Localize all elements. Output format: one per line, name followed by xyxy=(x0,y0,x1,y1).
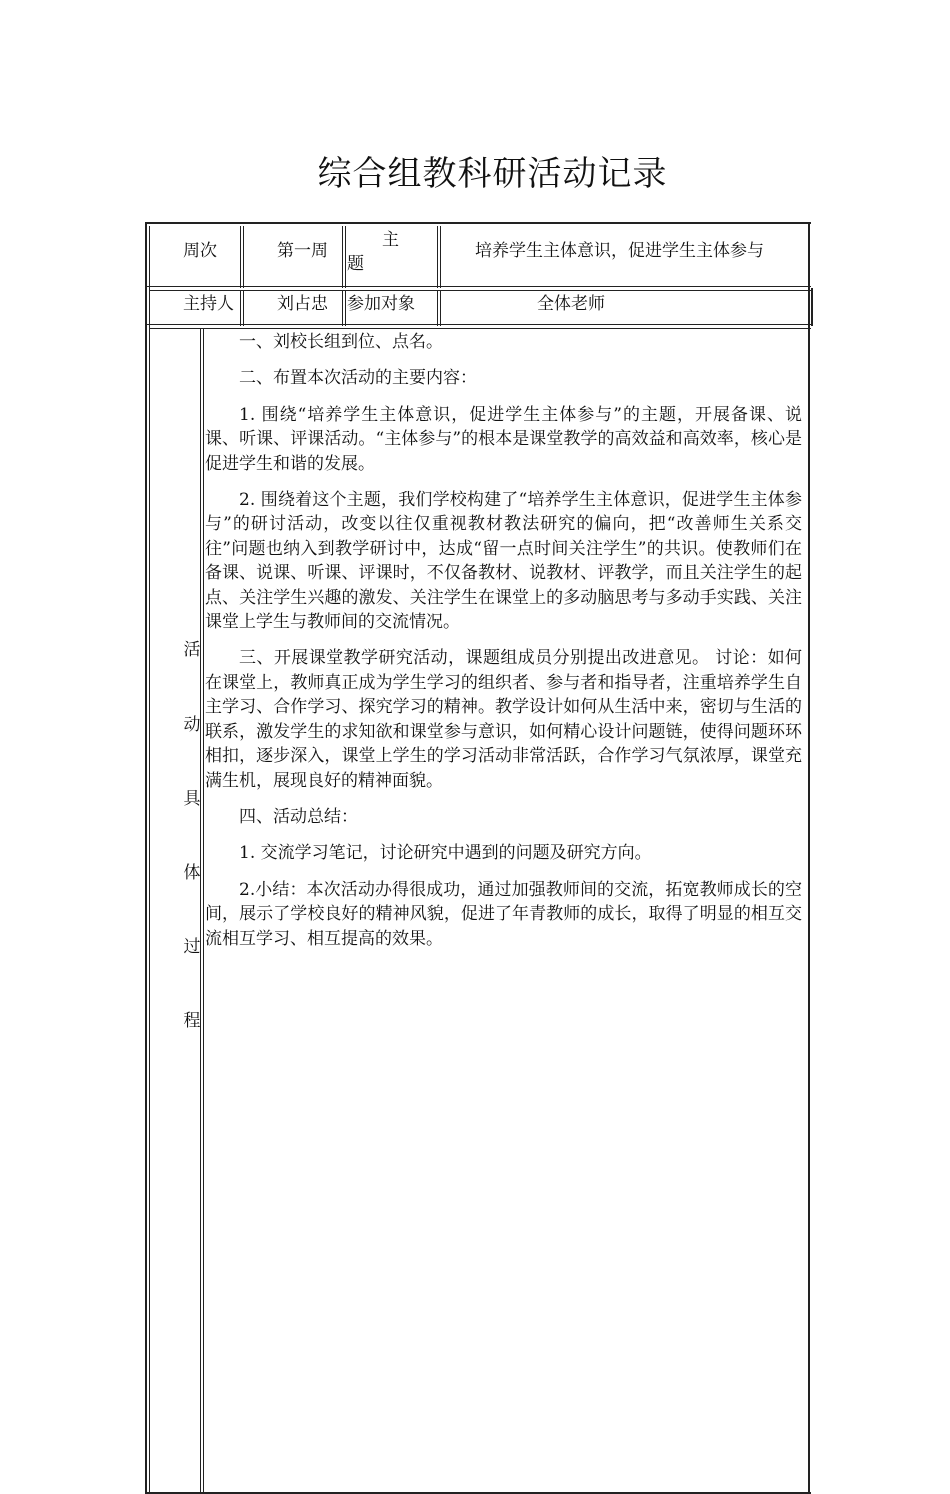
topic-label-line2: 题 xyxy=(347,254,364,274)
content-paragraph: 四、活动总结： xyxy=(239,806,358,827)
content-paragraph: 三、开展课堂教学研究活动，课题组成员分别提出改进意见。 讨论：如何在课堂上，教师真正成为学生学习的组织者、参与者和指导者，注重培养学生自主学习、合作学习、探究学习的精神。教学设计如何从生活中来，密切与生活的联系，激发学生的求知欲和课堂参与意识，如何精心设计问题链，使得问题环环相扣，逐步深入，课堂上学生的学习活动非常活跃，合作学习气氛浓厚，课堂充满生机，展现良好的精神面貌。 xyxy=(205,648,802,791)
content-paragraph: 二、布置本次活动的主要内容： xyxy=(239,368,477,389)
participants-label: 参加对象 xyxy=(347,294,415,314)
side-label-char: 程 xyxy=(183,1011,201,1031)
side-label-char: 活 xyxy=(183,640,201,660)
content-paragraph: 1. 交流学习笔记，讨论研究中遇到的问题及研究方向。 xyxy=(239,843,652,864)
content-paragraph: 2.小结：本次活动办得很成功，通过加强教师间的交流，拓宽教师成长的空间，展示了学校良好的精神风貌，促进了年青教师的成长，取得了明显的相互交流相互学习、相互提高的效果。 xyxy=(205,879,802,949)
document-title: 综合组教科研活动记录 xyxy=(317,154,668,194)
host-value: 刘占忠 xyxy=(277,294,328,314)
week-value: 第一周 xyxy=(277,241,328,261)
content-paragraph: 1. 围绕“培养学生主体意识，促进学生主体参与”的主题，开展备课、说课、听课、评课活动。“主体参与”的根本是课堂教学的高效益和高效率，核心是促进学生和谐的发展。 xyxy=(205,404,802,474)
topic-label-line1: 主 xyxy=(382,230,399,250)
participants-value: 全体老师 xyxy=(537,294,605,314)
side-label-char: 动 xyxy=(183,715,201,735)
content-paragraph: 一、刘校长组到位、点名。 xyxy=(239,332,443,352)
side-label-char: 体 xyxy=(183,863,201,883)
topic-value: 培养学生主体意识，促进学生主体参与 xyxy=(475,241,764,261)
side-label-char: 过 xyxy=(183,937,201,957)
week-label: 周次 xyxy=(183,241,217,261)
side-label-char: 具 xyxy=(183,789,201,809)
content-paragraph: 2. 围绕着这个主题，我们学校构建了“培养学生主体意识，促进学生主体参与”的研讨活动，改变以往仅重视教材教法研究的偏向，把“改善师生关系交往”问题也纳入到教学研讨中，达成“留一点时间关注学生”的共识。使教师们在备课、说课、听课、评课时，不仅备教材、说教材、评教学，而且关注学生的起点、关注学生兴趣的激发、关注学生在课堂上的多动脑思考与多动手实践、关注课堂上学生与教师间的交流情况。 xyxy=(205,490,802,633)
activity-content xyxy=(205,330,802,963)
host-label: 主持人 xyxy=(183,294,234,314)
